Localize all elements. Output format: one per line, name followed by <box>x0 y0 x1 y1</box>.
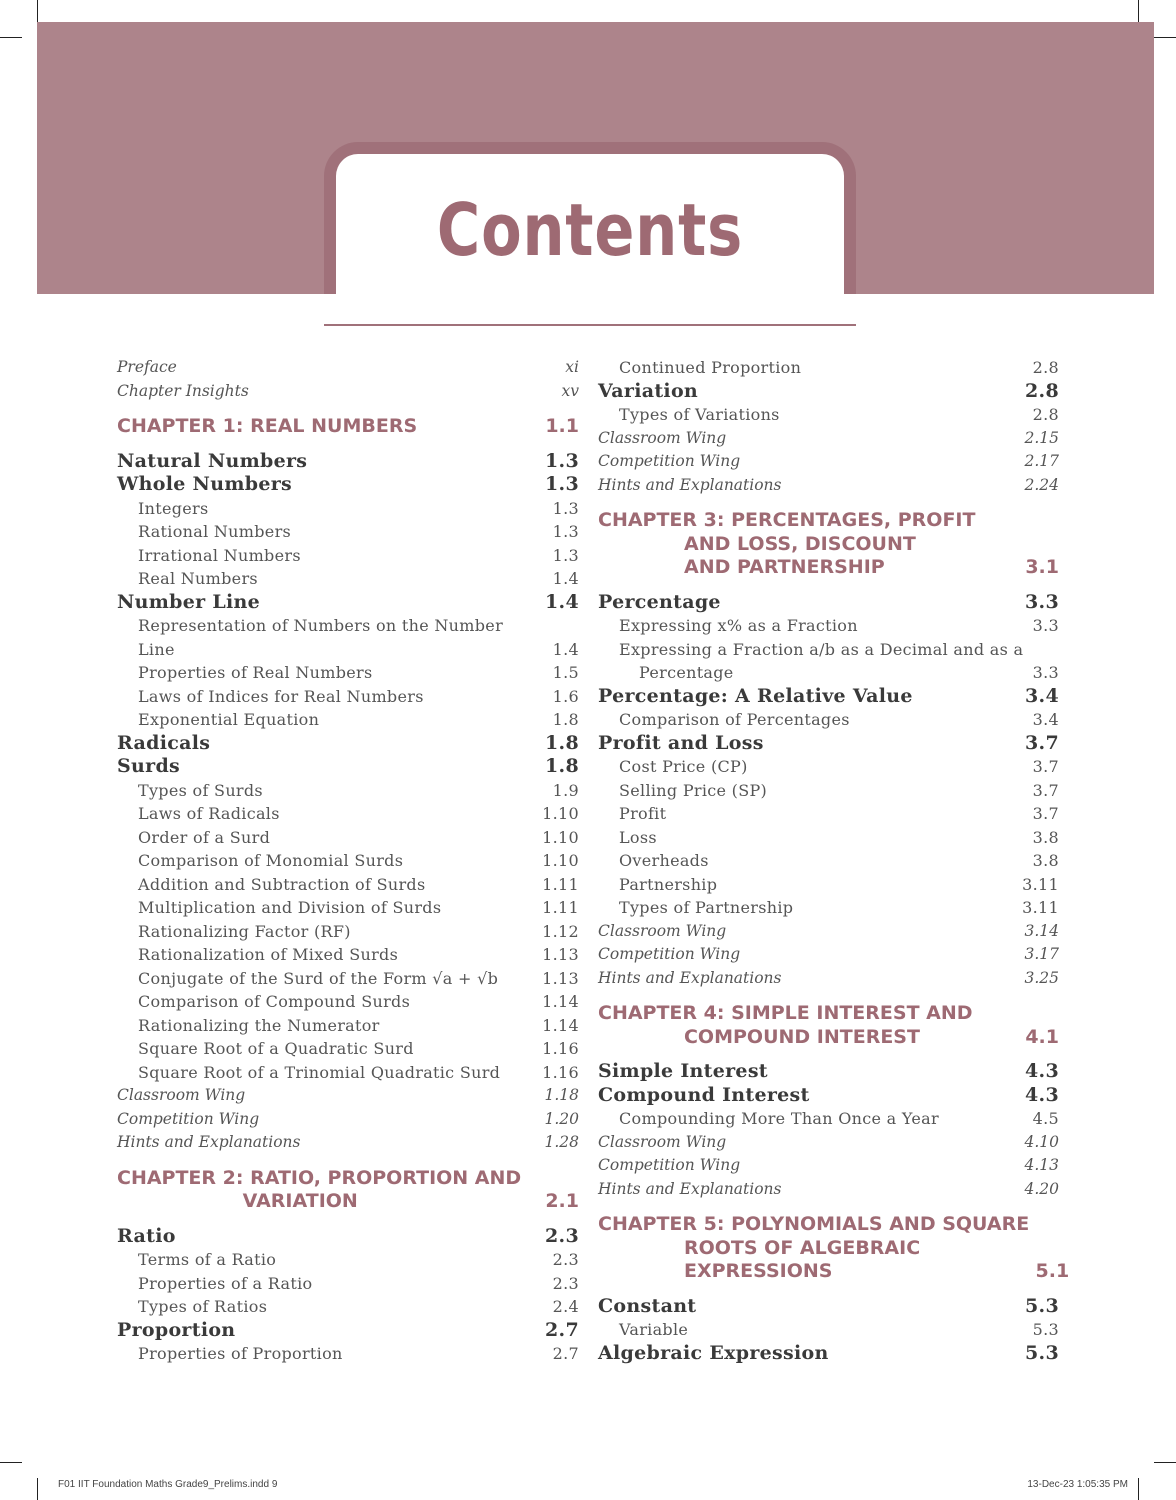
toc-entry-page: 1.4 <box>552 639 579 659</box>
toc-entry-title: Classroom Wing <box>598 921 727 940</box>
toc-entry-title: Rationalizing the Numerator <box>138 1015 380 1035</box>
toc-entry[interactable] <box>117 1248 579 1272</box>
toc-entry-page: 3.8 <box>1032 827 1059 847</box>
toc-entry-title: Percentage <box>598 590 721 613</box>
toc-entry-title: Profit <box>619 804 667 823</box>
toc-entry-page: 1.6 <box>552 686 579 706</box>
toc-entry[interactable] <box>117 849 579 873</box>
toc-entry-page: 4.20 <box>1024 1179 1059 1198</box>
toc-entry[interactable] <box>598 802 1059 826</box>
toc-entry[interactable] <box>598 943 1059 967</box>
toc-entry-page: 3.3 <box>1032 616 1059 635</box>
toc-entry-page: 1.11 <box>542 874 579 894</box>
toc-entry[interactable] <box>117 473 579 497</box>
toc-entry-title: CHAPTER 5: POLYNOMIALS AND SQUARE ROOTS OF ALGEBRAIC EXPRESSIONS <box>598 1213 1030 1282</box>
toc-entry-page: 1.16 <box>542 1062 579 1082</box>
toc-entry-page: 3.7 <box>1032 780 1059 800</box>
toc-entry-title: Comparison of Compound Surds <box>138 992 411 1011</box>
toc-entry-title: Properties of Proportion <box>138 1344 343 1363</box>
toc-entry-title: Surds <box>117 755 181 777</box>
toc-entry[interactable] <box>117 1319 579 1343</box>
toc-entry-page: 1.13 <box>542 945 579 964</box>
toc-entry[interactable] <box>117 1272 579 1296</box>
toc-entry-title: CHAPTER 4: SIMPLE INTEREST AND COMPOUND INTEREST <box>598 1002 973 1048</box>
toc-entry-page: 1.3 <box>552 522 579 541</box>
toc-entry[interactable] <box>598 826 1059 850</box>
toc-entry-page: 1.14 <box>542 1015 579 1035</box>
toc-entry-title: Preface <box>117 358 177 376</box>
toc-entry-page: 3.7 <box>1032 804 1059 823</box>
toc-entry[interactable] <box>598 1342 1059 1366</box>
toc-entry[interactable] <box>117 520 579 544</box>
toc-entry-page: 2.17 <box>1024 452 1059 470</box>
toc-entry-title: Competition Wing <box>598 945 741 963</box>
toc-entry-title: Chapter Insights <box>117 381 249 400</box>
toc-entry[interactable] <box>117 591 579 615</box>
toc-entry-title: Variable <box>619 1320 689 1339</box>
toc-entry-title: CHAPTER 3: PERCENTAGES, PROFIT AND LOSS, DISCOUNT AND PARTNERSHIP <box>598 509 976 578</box>
toc-entry-title: Rational Numbers <box>138 522 292 541</box>
toc-entry[interactable] <box>117 497 579 521</box>
toc-entry[interactable] <box>117 380 579 404</box>
toc-entry[interactable] <box>598 1154 1059 1178</box>
toc-entry-page: 1.28 <box>544 1133 579 1151</box>
toc-entry-page: 2.4 <box>552 1297 579 1316</box>
toc-entry[interactable] <box>598 1318 1059 1342</box>
toc-entry-title: Laws of Radicals <box>138 804 280 823</box>
toc-entry-page: 3.3 <box>1025 590 1059 613</box>
toc-entry[interactable] <box>117 1014 579 1038</box>
toc-entry-page: 1.3 <box>552 498 579 518</box>
toc-entry-title: Proportion <box>117 1318 236 1341</box>
toc-entry-page: 2.15 <box>1024 428 1059 447</box>
toc-entry-page: 1.12 <box>542 921 579 941</box>
toc-entry[interactable] <box>117 544 579 568</box>
toc-entry-title: Number Line <box>117 590 261 613</box>
toc-entry[interactable] <box>598 614 1059 638</box>
toc-entry[interactable] <box>598 591 1059 615</box>
toc-right-column <box>598 356 1070 1365</box>
toc-entry-page: 2.8 <box>1032 405 1059 424</box>
toc-entry[interactable] <box>598 920 1059 944</box>
toc-entry-page: 4.13 <box>1024 1156 1059 1174</box>
toc-entry[interactable] <box>117 450 579 474</box>
toc-entry-page: 1.8 <box>545 755 579 777</box>
toc-entry-title: Loss <box>619 827 657 847</box>
footer-filename: F01 IIT Foundation Maths Grade9_Prelims.indd 9 <box>58 1479 278 1490</box>
toc-entry-page: 3.3 <box>1032 663 1059 682</box>
toc-entry-title: Compounding More Than Once a Year <box>619 1109 939 1128</box>
toc-entry[interactable] <box>598 638 1059 662</box>
toc-entry[interactable] <box>598 403 1059 427</box>
crop-mark <box>0 1462 22 1463</box>
toc-entry-title: Properties of Real Numbers <box>138 663 373 682</box>
toc-entry-page: 4.10 <box>1024 1132 1059 1151</box>
toc-entry-page: xi <box>565 358 579 376</box>
toc-entry-page: 3.4 <box>1025 684 1059 707</box>
toc-entry-title: Comparison of Monomial Surds <box>138 851 404 870</box>
toc-entry[interactable] <box>598 1002 1059 1049</box>
crop-mark <box>1154 1462 1176 1463</box>
toc-entry-page: 4.5 <box>1032 1109 1059 1128</box>
toc-entry-page: 2.7 <box>552 1344 579 1363</box>
toc-entry-page: 2.1 <box>545 1190 579 1212</box>
toc-entry[interactable] <box>117 826 579 850</box>
toc-entry[interactable] <box>598 1213 1070 1284</box>
toc-entry-title: Whole Numbers <box>117 473 293 495</box>
toc-entry-title: Types of Partnership <box>619 898 794 917</box>
toc-entry-page: 3.11 <box>1022 874 1059 894</box>
toc-left-column <box>117 356 579 1366</box>
toc-entry[interactable] <box>117 567 579 591</box>
toc-entry-title: Order of a Surd <box>138 827 271 847</box>
toc-entry-title: Addition and Subtraction of Surds <box>138 874 426 894</box>
toc-entry[interactable] <box>117 1342 579 1366</box>
toc-entry-title: Partnership <box>619 874 718 894</box>
toc-entry-title: Expressing x% as a Fraction <box>619 616 858 635</box>
toc-entry-page: 1.8 <box>545 731 579 754</box>
toc-entry-page: 1.18 <box>544 1086 579 1104</box>
toc-entry[interactable] <box>117 708 579 732</box>
toc-entry-title: Properties of a Ratio <box>138 1273 313 1293</box>
toc-entry[interactable] <box>117 1225 579 1249</box>
toc-entry-page: 5.1 <box>1035 1260 1070 1282</box>
toc-entry[interactable] <box>117 1295 579 1319</box>
toc-entry[interactable] <box>598 509 1059 580</box>
toc-entry[interactable] <box>117 755 579 779</box>
toc-entry-title: Radicals <box>117 731 211 754</box>
toc-entry[interactable] <box>117 1061 579 1085</box>
toc-entry-title: Percentage: A Relative Value <box>598 684 913 707</box>
toc-entry-title: Multiplication and Division of Surds <box>138 898 442 917</box>
toc-entry-page: 2.8 <box>1025 379 1059 402</box>
toc-entry-title: Competition Wing <box>598 452 741 470</box>
toc-entry-page: 1.10 <box>542 804 579 823</box>
toc-entry[interactable] <box>598 873 1059 897</box>
toc-entry[interactable] <box>598 755 1059 779</box>
toc-entry-title: Hints and Explanations <box>598 1179 782 1198</box>
toc-entry-title: Competition Wing <box>117 1109 260 1128</box>
toc-entry[interactable] <box>117 1131 579 1155</box>
toc-entry-title: Hints and Explanations <box>117 1133 301 1151</box>
toc-entry[interactable] <box>117 685 579 709</box>
toc-entry[interactable] <box>598 779 1059 803</box>
toc-entry-title: Classroom Wing <box>598 428 727 447</box>
toc-entry[interactable] <box>598 1295 1059 1319</box>
toc-entry[interactable] <box>117 1167 579 1214</box>
toc-entry-title: Expressing a Fraction a/b as a Decimal and as a <box>619 639 1024 659</box>
page-title: Contents <box>436 188 744 272</box>
toc-entry-title: CHAPTER 2: RATIO, PROPORTION AND VARIATION <box>117 1166 522 1212</box>
toc-entry[interactable] <box>117 661 579 685</box>
footer-timestamp: 13-Dec-23 1:05:35 PM <box>1027 1479 1128 1490</box>
toc-entry-page: 1.14 <box>542 992 579 1011</box>
toc-entry-page: 3.11 <box>1022 898 1059 917</box>
toc-entry-title: Hints and Explanations <box>598 475 782 494</box>
toc-entry[interactable] <box>117 1084 579 1108</box>
toc-entry[interactable] <box>598 1178 1059 1202</box>
toc-entry[interactable] <box>117 614 579 661</box>
toc-entry-title: Terms of a Ratio <box>138 1250 277 1269</box>
toc-entry[interactable] <box>598 356 1059 380</box>
crop-mark <box>1154 37 1176 38</box>
toc-entry-title: Ratio <box>117 1224 176 1247</box>
toc-entry-title: Conjugate of the Surd of the Form √a + √b <box>138 968 499 988</box>
toc-entry-title: CHAPTER 1: REAL NUMBERS <box>117 415 418 437</box>
toc-entry-page: 2.3 <box>552 1250 579 1269</box>
toc-entry-title: Constant <box>598 1294 697 1317</box>
toc-entry-page: 2.7 <box>545 1318 579 1341</box>
toc-entry-title: Natural Numbers <box>117 449 308 472</box>
toc-entry[interactable] <box>117 356 579 380</box>
toc-entry[interactable] <box>598 896 1059 920</box>
toc-entry-title: Simple Interest <box>598 1060 768 1082</box>
toc-entry-page: 1.9 <box>552 780 579 800</box>
toc-entry-page: 5.3 <box>1032 1320 1059 1339</box>
toc-entry-title: Irrational Numbers <box>138 545 301 565</box>
toc-entry-page: 1.8 <box>552 710 579 729</box>
toc-entry-page: 5.3 <box>1025 1294 1059 1317</box>
toc-entry-page: 1.1 <box>545 415 579 437</box>
toc-entry-page: 1.4 <box>545 590 579 613</box>
toc-entry-page: 3.8 <box>1032 851 1059 870</box>
toc-entry[interactable] <box>598 427 1059 451</box>
toc-entry-title: Square Root of a Quadratic Surd <box>138 1039 414 1058</box>
toc-entry[interactable] <box>598 661 1059 685</box>
toc-entry[interactable] <box>117 990 579 1014</box>
toc-entry-title: Hints and Explanations <box>598 968 782 987</box>
toc-entry-page: 3.25 <box>1024 968 1059 987</box>
toc-entry-page: 4.1 <box>1025 1025 1059 1048</box>
toc-entry-title: Laws of Indices for Real Numbers <box>138 686 424 706</box>
toc-entry-page: 1.10 <box>542 851 579 870</box>
toc-entry-page: 5.3 <box>1025 1341 1059 1364</box>
toc-entry-title: Comparison of Percentages <box>619 710 850 729</box>
toc-entry-title: Percentage <box>639 663 734 682</box>
toc-entry-page: 3.7 <box>1025 731 1059 754</box>
toc-entry[interactable] <box>117 1037 579 1061</box>
toc-entry[interactable] <box>598 1060 1059 1084</box>
toc-entry-title: Profit and Loss <box>598 731 764 754</box>
toc-entry[interactable] <box>117 967 579 991</box>
toc-entry-page: 1.5 <box>552 663 579 682</box>
toc-entry-page: 1.3 <box>552 545 579 565</box>
toc-entry[interactable] <box>598 450 1059 474</box>
toc-entry[interactable] <box>117 943 579 967</box>
toc-entry-page: 4.3 <box>1025 1060 1059 1082</box>
toc-entry-title: Exponential Equation <box>138 710 320 729</box>
toc-entry-title: Types of Variations <box>619 405 780 424</box>
toc-entry-page: xv <box>561 381 579 400</box>
toc-entry-page: 3.17 <box>1024 945 1059 963</box>
toc-entry[interactable] <box>598 967 1059 991</box>
toc-entry-page: 1.20 <box>544 1109 579 1128</box>
toc-entry-title: Square Root of a Trinomial Quadratic Surd <box>138 1062 501 1082</box>
toc-entry-page: 1.11 <box>542 898 579 917</box>
toc-entry-title: Real Numbers <box>138 569 258 588</box>
tab-cover <box>320 294 860 324</box>
toc-entry-title: Types of Ratios <box>138 1297 268 1316</box>
toc-entry-page: 2.8 <box>1032 358 1059 377</box>
toc-entry-title: Types of Surds <box>138 780 263 800</box>
toc-entry-page: 3.14 <box>1024 921 1059 940</box>
toc-entry-page: 3.1 <box>1025 556 1059 578</box>
toc-entry[interactable] <box>598 380 1059 404</box>
toc-entry-page: 2.24 <box>1024 475 1059 494</box>
toc-entry[interactable] <box>598 732 1059 756</box>
crop-mark <box>1138 1478 1139 1500</box>
toc-entry[interactable] <box>117 896 579 920</box>
toc-entry-page: 1.16 <box>542 1039 579 1058</box>
toc-entry-page: 1.3 <box>545 473 579 495</box>
toc-entry[interactable] <box>598 1131 1059 1155</box>
crop-mark <box>37 1478 38 1500</box>
toc-entry-page: 3.4 <box>1032 710 1059 729</box>
toc-entry[interactable] <box>598 1084 1059 1108</box>
toc-entry-title: Algebraic Expression <box>598 1341 829 1364</box>
toc-entry-page: 1.3 <box>545 449 579 472</box>
toc-entry-title: Classroom Wing <box>117 1086 246 1104</box>
toc-entry-title: Variation <box>598 379 699 402</box>
toc-entry[interactable] <box>117 779 579 803</box>
toc-entry-page: 3.7 <box>1032 757 1059 776</box>
toc-entry-title: Rationalizing Factor (RF) <box>138 921 351 941</box>
toc-entry-title: Continued Proportion <box>619 358 802 377</box>
toc-entry-page: 2.3 <box>552 1273 579 1293</box>
toc-entry[interactable] <box>598 474 1059 498</box>
toc-entry[interactable] <box>117 1108 579 1132</box>
toc-entry-title: Rationalization of Mixed Surds <box>138 945 399 964</box>
toc-entry[interactable] <box>117 802 579 826</box>
toc-entry-page: 1.10 <box>542 827 579 847</box>
toc-entry[interactable] <box>598 1107 1059 1131</box>
toc-entry[interactable] <box>598 708 1059 732</box>
toc-entry-title: Classroom Wing <box>598 1132 727 1151</box>
crop-mark <box>37 0 38 22</box>
toc-entry-page: 4.3 <box>1025 1083 1059 1106</box>
toc-entry-title: Selling Price (SP) <box>619 780 768 800</box>
toc-entry[interactable] <box>117 732 579 756</box>
toc-entry-title: Competition Wing <box>598 1156 741 1174</box>
toc-entry-title: Representation of Numbers on the Number Line <box>138 616 504 659</box>
toc-entry-title: Cost Price (CP) <box>619 757 748 776</box>
toc-entry[interactable] <box>117 920 579 944</box>
toc-entry[interactable] <box>117 873 579 897</box>
crop-mark <box>0 37 22 38</box>
toc-entry-page: 1.13 <box>542 968 579 988</box>
toc-entry-title: Integers <box>138 498 209 518</box>
toc-entry[interactable] <box>117 415 579 439</box>
toc-entry-title: Overheads <box>619 851 709 870</box>
toc-entry-page: 1.4 <box>552 569 579 588</box>
toc-entry-page: 2.3 <box>545 1224 579 1247</box>
toc-entry-title: Compound Interest <box>598 1083 810 1106</box>
crop-mark <box>1138 0 1139 22</box>
toc-entry[interactable] <box>598 685 1059 709</box>
toc-entry[interactable] <box>598 849 1059 873</box>
